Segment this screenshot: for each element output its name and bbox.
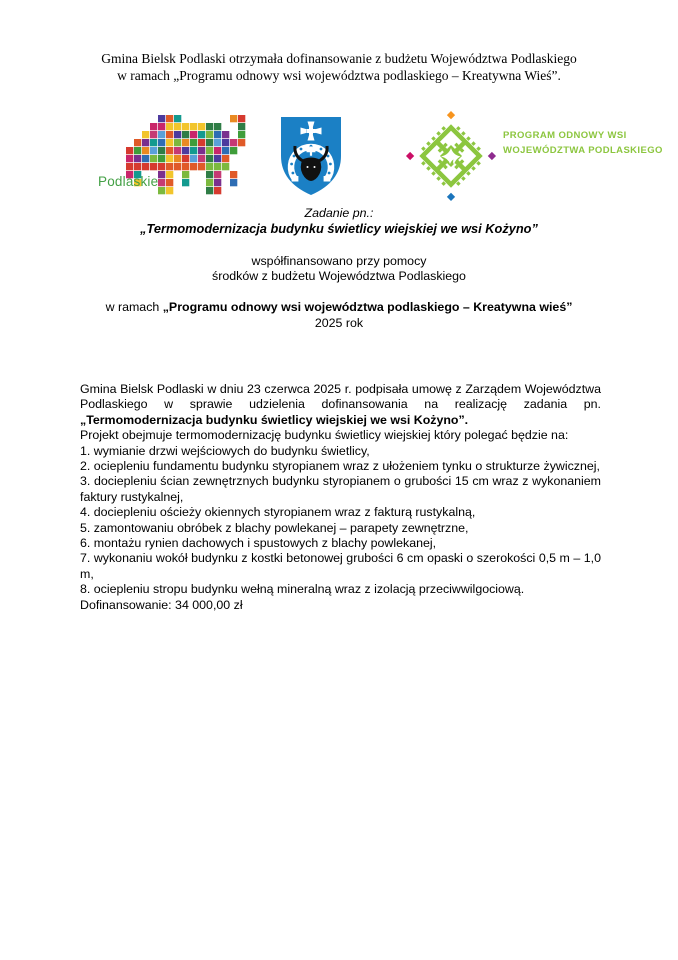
task-label: Zadanie pn.: bbox=[304, 206, 374, 220]
body-text bbox=[80, 382, 601, 613]
task-title: „Termomodernizacja budynku świetlicy wiejskiej we wsi Kożyno” bbox=[140, 221, 538, 236]
scope-item-4: 4. dociepleniu ościeży okiennych styropianem wraz z fakturą rustykalną, bbox=[80, 505, 476, 520]
agreement-text-normal: Gmina Bielsk Podlaski w dniu 23 czerwca 2025 r. podpisała umowę z Zarządem Województwa Podlaskiego w sprawie udzielenia dofinansowania na realizację zadania pn. bbox=[80, 382, 601, 412]
diamond-left bbox=[406, 152, 414, 160]
program-logo-text-line1: PROGRAM ODNOWY WSI bbox=[503, 130, 627, 141]
intro-line-2: w ramach „Programu odnowy wsi województwa podlaskiego – Kreatywna Wieś”. bbox=[117, 67, 561, 83]
cofinance-line-2: środków z budżetu Województwa Podlaskiego bbox=[212, 269, 466, 283]
cofinance-line-1: współfinansowano przy pomocy bbox=[251, 254, 427, 268]
diamond-top bbox=[447, 111, 455, 119]
scope-item-2: 2. ociepleniu fundamentu budynku styropianem wraz z ułożeniem tynku o strukturze żywicznej, bbox=[80, 459, 600, 474]
bielsk-podlaski-coat-of-arms bbox=[277, 114, 345, 199]
scope-item-7: 7. wykonaniu wokół budynku z kostki betonowej grubości 6 cm opaski o szerokości 0,5 m – 1,0 m, bbox=[80, 551, 601, 581]
program-year: 2025 rok bbox=[314, 316, 364, 330]
scope-item-8: 8. ociepleniu stropu budynku wełną mineralną wraz z izolacją przeciwwilgociową. bbox=[80, 582, 525, 597]
scope-item-6: 6. montażu rynien dachowych i spustowych z blachy powlekanej, bbox=[80, 536, 437, 551]
intro-paragraph bbox=[40, 51, 638, 84]
scope-item-5: 5. zamontowaniu obróbek z blachy powlekanej – parapety zewnętrzne, bbox=[80, 520, 469, 535]
agreement-text-bold: „Termomodernizacja budynku świetlicy wiejskiej we wsi Kożyno”. bbox=[80, 412, 469, 427]
scope-item-3: 3. dociepleniu ścian zewnętrznych budynku styropianem o grubości 15 cm wraz z wykonaniem faktury rustykalnej, bbox=[80, 474, 601, 504]
program-name-prefix: w ramach bbox=[105, 300, 163, 314]
folk-rosette-icon bbox=[404, 108, 498, 204]
scope-item-1: 1. wymianie drzwi wejściowych do budynku świetlicy, bbox=[80, 443, 370, 458]
program-odnowy-wsi-logo bbox=[404, 108, 663, 205]
program-name-bold: „Programu odnowy wsi województwa podlaskiego – Kreatywna wieś” bbox=[162, 300, 573, 314]
podlaskie-logo bbox=[96, 113, 274, 205]
scope-intro: Projekt obejmuje termomodernizację budynku świetlicy wiejskiej który polegać będzie na: bbox=[80, 428, 569, 443]
diamond-bottom bbox=[447, 193, 455, 201]
intro-line-1: Gmina Bielsk Podlaski otrzymała dofinansowanie z budżetu Województwa Podlaskiego bbox=[101, 51, 577, 66]
program-name-line bbox=[0, 300, 678, 314]
funding-amount: Dofinansowanie: 34 000,00 zł bbox=[80, 597, 243, 612]
agreement-paragraph bbox=[80, 382, 601, 428]
program-logo-text-line2: WOJEWÓDZTWA PODLASKIEGO bbox=[503, 145, 663, 156]
podlaskie-logo-label: Podlaskie bbox=[98, 174, 159, 189]
program-logo-text bbox=[503, 128, 663, 158]
diamond-right bbox=[488, 152, 496, 160]
horseshoe-calk-left bbox=[292, 176, 299, 182]
horseshoe-calk-right bbox=[324, 176, 331, 182]
